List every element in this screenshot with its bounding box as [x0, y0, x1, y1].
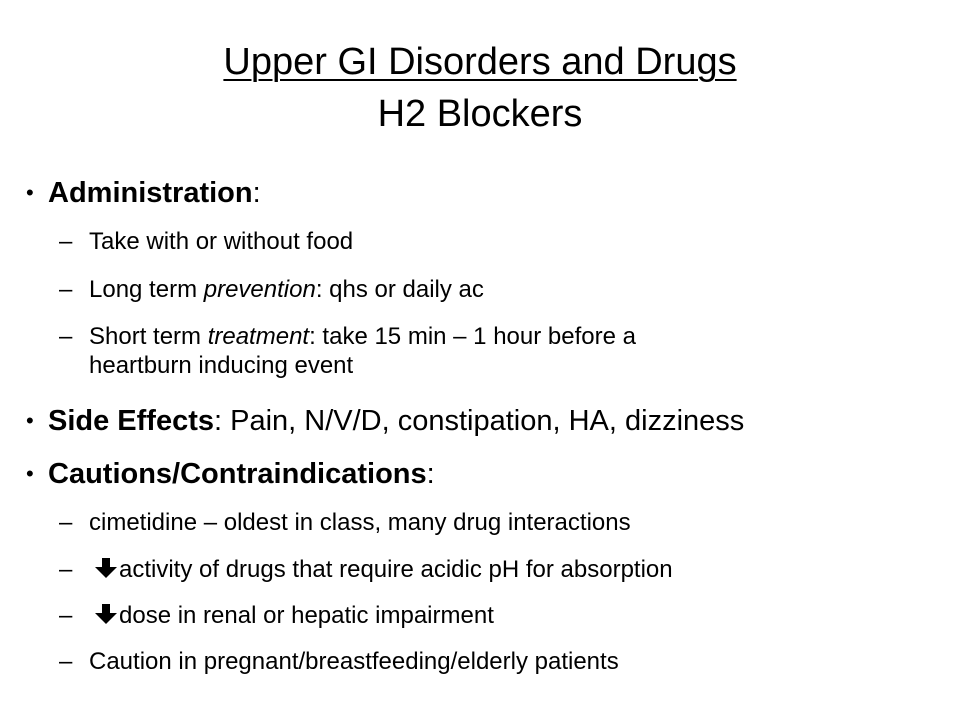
caution-item-text: cimetidine – oldest in class, many drug interactions — [89, 509, 631, 536]
admin-item-emphasis: treatment — [207, 323, 310, 350]
bullet-dot: • — [26, 180, 34, 205]
dash: – — [59, 648, 73, 675]
admin-item-pre: Long term — [89, 276, 204, 303]
cautions-colon: : — [426, 458, 435, 490]
down-arrow-icon — [93, 557, 119, 579]
admin-item-food — [59, 227, 879, 256]
cautions-label: Cautions/Contraindications — [48, 458, 427, 490]
admin-item-post: : qhs or daily ac — [315, 276, 484, 303]
admin-item-prevention — [59, 275, 879, 304]
bullet-dot: • — [26, 461, 34, 486]
admin-item-treatment — [59, 322, 879, 380]
dash: – — [59, 323, 73, 350]
admin-item-pre: Short term — [89, 323, 208, 350]
admin-item-post: : take 15 min – 1 hour before a — [309, 323, 636, 350]
admin-item-text: Take with or without food — [89, 228, 354, 255]
bullet-administration — [26, 176, 261, 210]
caution-item-text: dose in renal or hepatic impairment — [119, 602, 494, 629]
title-subtitle: H2 Blockers — [377, 93, 583, 135]
side-effects-text: : Pain, N/V/D, constipation, HA, dizziness — [214, 405, 745, 437]
administration-colon: : — [252, 177, 261, 209]
admin-item-emphasis: prevention — [203, 276, 316, 303]
bullet-dot: • — [26, 408, 34, 433]
side-effects-label: Side Effects — [48, 405, 214, 437]
dash: – — [59, 276, 73, 303]
caution-item-cimetidine — [59, 508, 879, 537]
down-arrow-icon — [93, 603, 119, 625]
administration-label: Administration — [48, 177, 253, 209]
dash: – — [59, 556, 73, 583]
title-main: Upper GI Disorders and Drugs — [223, 41, 737, 83]
bullet-cautions — [26, 457, 435, 491]
dash: – — [59, 602, 73, 629]
bullet-side-effects — [26, 404, 745, 438]
caution-item-pregnancy — [59, 647, 879, 676]
dash: – — [59, 228, 73, 255]
caution-item-text: activity of drugs that require acidic pH for absorption — [119, 556, 673, 583]
caution-item-text: Caution in pregnant/breastfeeding/elderly patients — [89, 648, 619, 675]
caution-item-activity — [59, 555, 879, 584]
caution-item-dose — [59, 601, 879, 630]
admin-item-continuation: heartburn inducing event — [89, 352, 354, 379]
dash: – — [59, 509, 73, 536]
